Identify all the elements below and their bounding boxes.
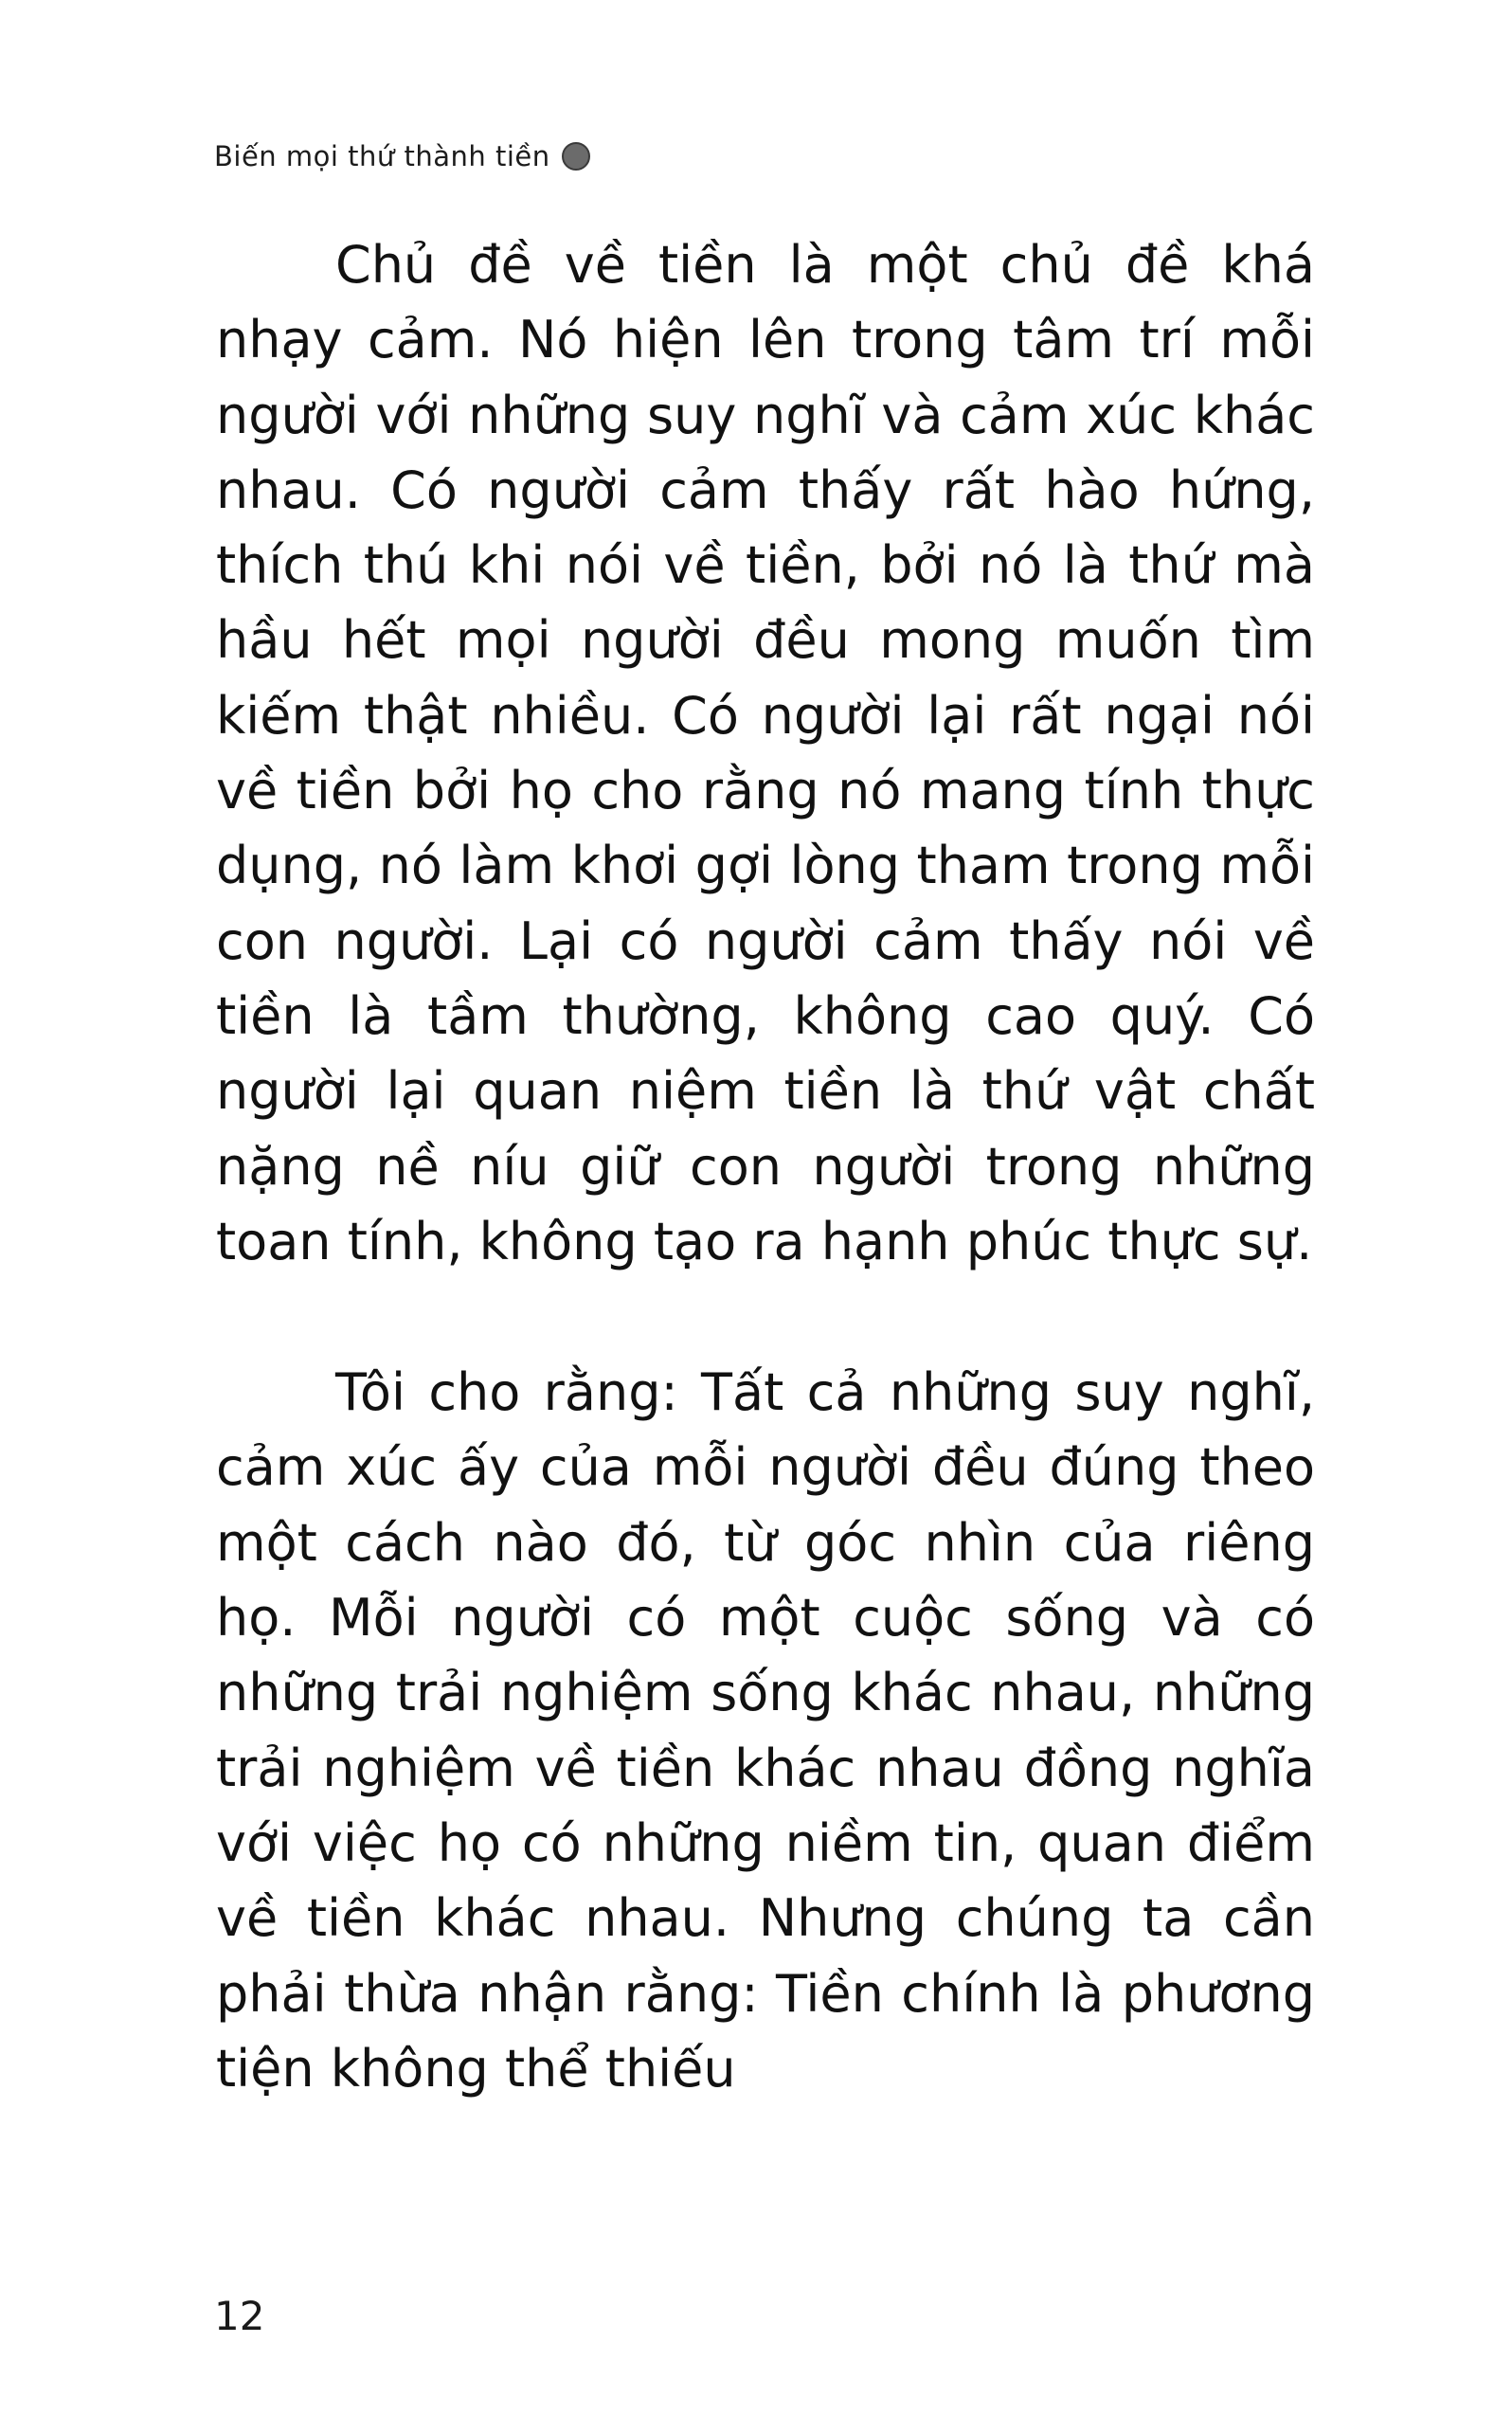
filled-circle-icon [562,142,590,171]
page-number: 12 [214,2293,265,2339]
paragraph-2: Tôi cho rằng: Tất cả những suy nghĩ, cảm xúc ấy của mỗi người đều đúng theo một cách nào đó, từ góc nhìn của riêng họ. Mỗi người có một cuộc sống và có những trải nghiệm sống khác nhau, những trải nghiệm về tiền khác nhau đồng nghĩa với việc họ có những niềm tin, quan điểm về tiền khác nhau. Nhưng chúng ta cần phải thừa nhận rằng: Tiền chính là phương tiện không thể thiếu [216,1362,1315,2099]
paragraph-1: Chủ đề về tiền là một chủ đề khá nhạy cảm. Nó hiện lên trong tâm trí mỗi người với những suy nghĩ và cảm xúc khác nhau. Có người cảm thấy rất hào hứng, thích thú khi nói về tiền, bởi nó là thứ mà hầu hết mọi người đều mong muốn tìm kiếm thật nhiều. Có người lại rất ngại nói về tiền bởi họ cho rằng nó mang tính thực dụng, nó làm khơi gợi lòng tham trong mỗi con người. Lại có người cảm thấy nói về tiền là tầm thường, không cao quý. Có người lại quan niệm tiền là thứ vật chất nặng nề níu giữ con người trong những toan tính, không tạo ra hạnh phúc thực sự. [216,235,1315,1271]
running-header [214,140,590,172]
running-title: Biến mọi thứ thành tiền [214,140,550,172]
body-text [216,227,1315,2106]
